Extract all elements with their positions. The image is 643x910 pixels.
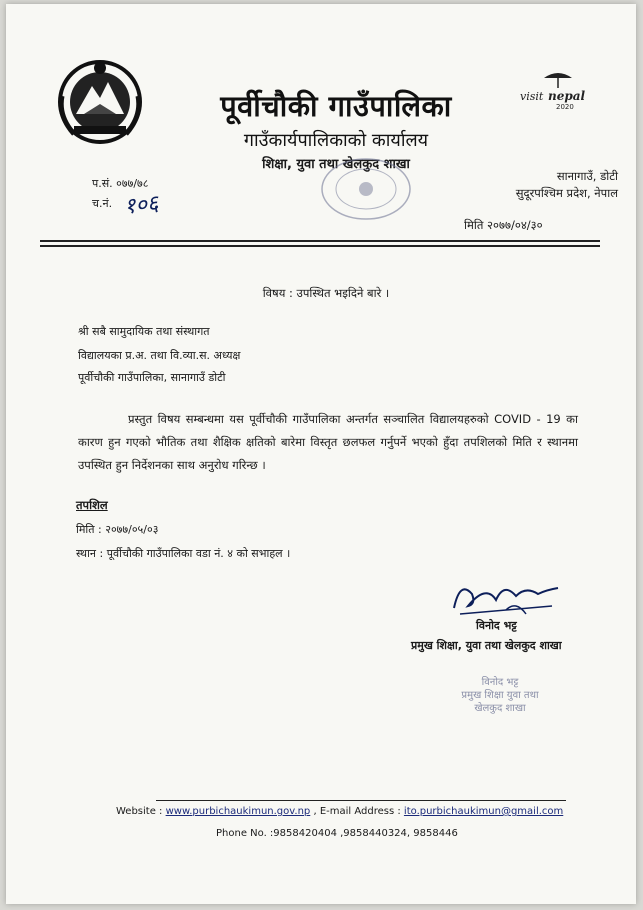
email-link[interactable]: ito.purbichaukimun@gmail.com <box>403 806 564 817</box>
letter-date: मिति २०७७/०४/३० <box>464 218 543 232</box>
recipient-line-1: श्री सबै सामुदायिक तथा संस्थागत <box>78 325 210 338</box>
body-paragraph: प्रस्तुत विषय सम्बन्धमा यस पूर्वीचौकी गाउँपालिका अन्तर्गत सञ्चालित विद्यालयहरुको COVID - 19 का कारण हुन गएको भौतिक तथा शैक्षिक क्षतिको बारेमा विस्तृत छलफल गर्नुपर्ने भएको हुँदा तपशिलको मिति र स्थानमा उपस्थित हुन निर्देशनका साथ अनुरोध गरिन्छ । <box>78 412 578 472</box>
org-name: पूर्वीचौकी गाउँपालिका <box>220 89 452 123</box>
dispatch-number-label: च.नं. <box>92 197 113 210</box>
address-line-2: सुदूरपश्चिम प्रदेश, नेपाल <box>515 186 618 200</box>
signature-icon <box>446 570 566 624</box>
svg-text:visit: visit <box>520 90 544 103</box>
reference-number: प.सं. ०७७/७८ <box>92 177 149 190</box>
signature-stamp <box>430 676 570 715</box>
signer-title: प्रमुख शिक्षा, युवा तथा खेलकुद शाखा <box>411 639 562 652</box>
office-name: गाउँकार्यपालिकाको कार्यालय <box>243 130 429 151</box>
footer-phone: Phone No. :9858420404 ,9858440324, 9858446 <box>216 828 458 839</box>
section-name: शिक्षा, युवा तथा खेलकुद शाखा <box>262 157 410 172</box>
stamp-line-1: विनोद भट्ट <box>481 677 519 688</box>
office-address <box>478 168 618 202</box>
recipient-line-2: विद्यालयका प्र.अ. तथा वि.व्या.स. अध्यक्ष <box>78 349 241 362</box>
svg-text:2020: 2020 <box>556 103 574 110</box>
subject-line: विषय : उपस्थित भइदिने बारे । <box>262 286 390 300</box>
email-label: , E-mail Address : <box>313 806 401 817</box>
details-place: स्थान : पूर्वीचौकी गाउँपालिका वडा नं. ४ को सभाहल । <box>76 547 291 560</box>
header-rule <box>40 240 600 242</box>
address-line-1: सानागाउँ, डोटी <box>556 169 618 183</box>
svg-text:nepal: nepal <box>548 89 586 103</box>
details-heading: तपशिल <box>76 498 108 512</box>
letter-page <box>6 4 636 904</box>
nepal-emblem-icon <box>54 56 146 148</box>
office-stamp-icon <box>316 154 416 224</box>
stamp-line-2: प्रमुख शिक्षा युवा तथा <box>461 690 539 701</box>
stamp-line-3: खेलकुद शाखा <box>474 703 526 714</box>
recipient-line-3: पूर्वीचौकी गाउँपालिका, सानागाउँ डोटी <box>78 371 226 384</box>
details-date: मिति : २०७७/०५/०३ <box>76 523 159 536</box>
dispatch-number-value: १०६ <box>122 191 160 220</box>
footer-rule <box>156 800 566 801</box>
visit-nepal-logo-icon <box>518 66 600 110</box>
website-label: Website : <box>116 806 163 817</box>
website-link[interactable]: www.purbichaukimun.gov.np <box>165 806 311 817</box>
header-rule-2 <box>40 245 600 247</box>
signer-name: विनोद भट्ट <box>476 619 517 632</box>
footer-contact <box>116 806 576 817</box>
